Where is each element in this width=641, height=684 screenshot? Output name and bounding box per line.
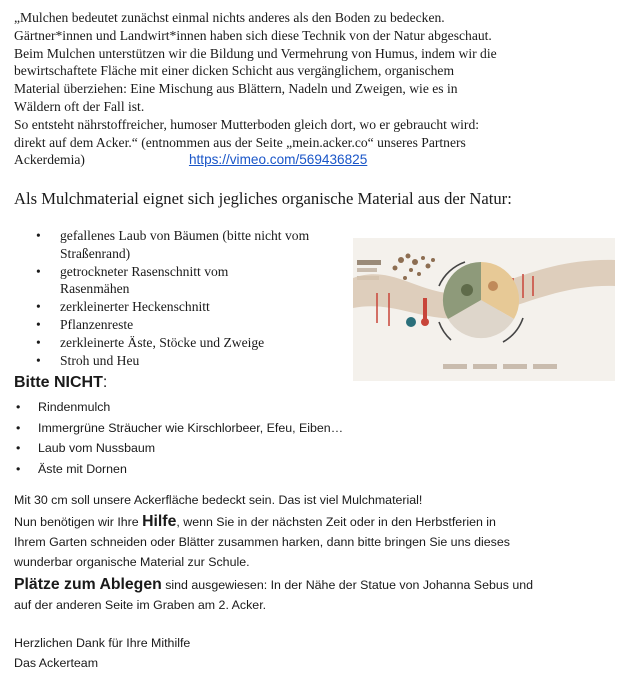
not-allowed-heading <box>14 373 107 393</box>
drop-off-emphasis: Plätze zum Ablegen <box>14 576 162 593</box>
list-item: • getrockneter Rasenschnitt vom <box>32 263 332 281</box>
diagram-label-box <box>443 364 467 369</box>
quote-line: Beim Mulchen unterstützen wir die Bildung und Vermehrung von Humus, indem wir die <box>14 45 497 61</box>
list-item-continuation: Rasenmähen <box>60 281 130 297</box>
mulch-material-list <box>32 227 332 369</box>
list-item: • Immergrüne Sträucher wie Kirschlorbeer, Efeu, Eiben… <box>14 418 343 439</box>
diagram-label-box <box>503 364 527 369</box>
list-item: • zerkleinerte Äste, Stöcke und Zweige <box>32 334 332 352</box>
water-drop-icon <box>406 317 416 327</box>
quote-block <box>14 9 626 169</box>
closing-signature <box>14 633 626 673</box>
not-allowed-colon: : <box>102 374 108 391</box>
list-item: • Stroh und Heu <box>32 352 332 370</box>
not-allowed-title: Bitte NICHT <box>14 374 103 391</box>
quote-line: „Mulchen bedeutet zunächst einmal nichts anderes als den Boden zu bedecken. <box>14 10 445 25</box>
paragraph-help: Nun benötigen wir Ihre Hilfe, wenn Sie in der nächsten Zeit oder in den Herbstferien in Ihrem Garten schneiden oder Blätter zusammen harken, dann bitte bringen Sie uns dieses wunderbar organische Material zur Schule. <box>14 513 510 569</box>
vimeo-link[interactable]: https://vimeo.com/569436825 <box>188 152 368 168</box>
diagram-label-box <box>357 260 381 265</box>
thanks-line: Herzlichen Dank für Ihre Mithilfe <box>14 636 191 650</box>
paragraph-amount: Mit 30 cm soll unsere Ackerfläche bedeckt sein. Das ist viel Mulchmaterial! <box>14 493 423 507</box>
quote-line: bewirtschaftete Fläche mit einer dicken Schicht aus vergänglichem, organischem <box>14 63 455 79</box>
quote-line-with-link <box>14 151 626 169</box>
paragraph-drop-off: Plätze zum Ablegen sind ausgewiesen: In der Nähe der Statue von Johanna Sebus und auf der anderen Seite im Graben am 2. Acker. <box>14 576 534 612</box>
thermometer-icon <box>423 298 427 322</box>
quote-line: Gärtner*innen und Landwirt*innen haben sich diese Technik von der Natur abgeschaut. <box>14 27 492 43</box>
list-item: • Rindenmulch <box>14 397 343 418</box>
humus-cycle-diagram <box>353 238 615 381</box>
quote-line: Material überziehen: Eine Mischung aus Blättern, Nadeln und Zweigen, wie es in <box>14 81 458 97</box>
quote-source: Ackerdemia) <box>14 152 85 168</box>
list-item: • Äste mit Dornen <box>14 459 343 480</box>
list-item: • gefallenes Laub von Bäumen (bitte nicht vom Straßenrand) <box>32 227 332 263</box>
intro-heading: Als Mulchmaterial eignet sich jegliches organische Material aus der Natur: <box>14 189 512 208</box>
diagram-label-box <box>533 364 557 369</box>
cycle-pie <box>443 262 519 338</box>
diagram-label-box <box>473 364 497 369</box>
help-emphasis: Hilfe <box>142 513 177 530</box>
list-item: • Pflanzenreste <box>32 316 332 334</box>
diagram-label-box <box>357 268 377 272</box>
signature-line: Das Ackerteam <box>14 656 99 670</box>
quote-line: So entsteht nährstoffreicher, humoser Mutterboden gleich dort, wo er gebraucht wird: <box>14 116 480 132</box>
list-item: • zerkleinerter Heckenschnitt <box>32 298 332 316</box>
not-allowed-list <box>14 397 343 479</box>
list-item: • Laub vom Nussbaum <box>14 438 343 459</box>
quote-line: Wäldern oft der Fall ist. <box>14 98 145 114</box>
quote-line: direkt auf dem Acker.“ (entnommen aus der Seite „mein.acker.co“ unseres Partners <box>14 134 466 150</box>
